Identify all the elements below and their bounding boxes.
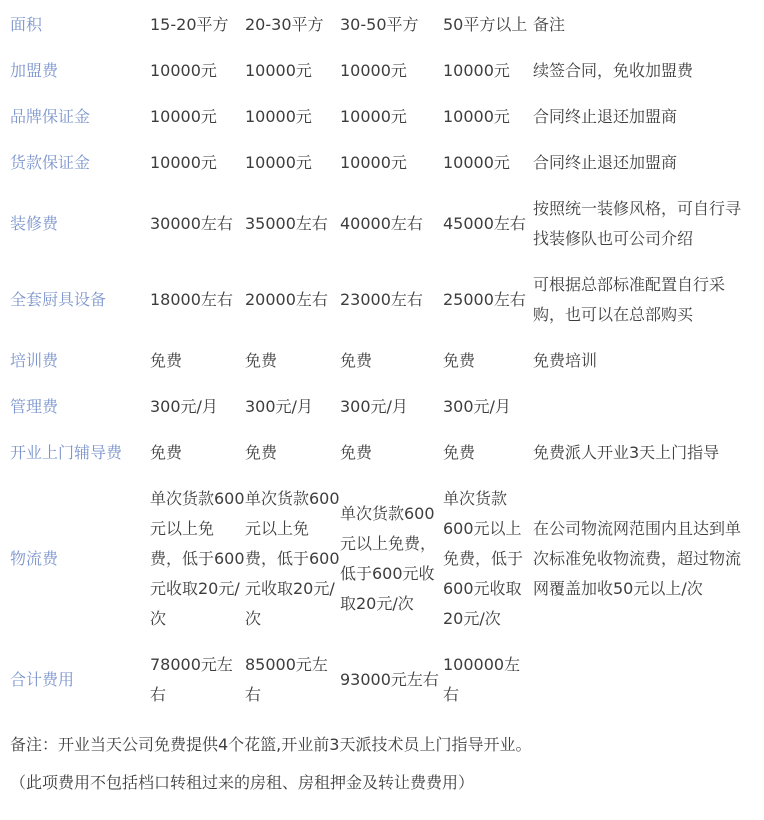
- table-cell-col4: 25000左右: [443, 290, 526, 309]
- table-cell-col1: 10000元: [150, 61, 217, 80]
- table-cell-col2: 35000左右: [245, 214, 328, 233]
- note-cell: [533, 384, 741, 430]
- table-row: [8, 48, 741, 94]
- table-row: [8, 94, 741, 140]
- note-cell: 可根据总部标准配置自行采购，也可以在总部购买: [533, 275, 726, 324]
- row-label: 货款保证金: [10, 153, 91, 172]
- row-label: 合计费用: [10, 670, 75, 689]
- table-cell-col1: 10000元: [150, 153, 217, 172]
- table-cell-col1: 300元/月: [150, 397, 218, 416]
- table-cell-col3: 10000元: [340, 107, 407, 126]
- table-cell-col4: 免费: [443, 351, 476, 370]
- footer-notes: [8, 730, 756, 798]
- table-cell-col1: 30000左右: [150, 214, 233, 233]
- note-cell: 续签合同，免收加盟费: [533, 61, 694, 80]
- header-column-30-50: 30-50平方: [340, 15, 419, 34]
- table-cell-col2: 免费: [245, 351, 278, 370]
- table-cell-col3: 单次货款600元以上免费，低于600元收取20元/次: [340, 504, 437, 613]
- table-cell-col2: 85000元左右: [245, 655, 328, 704]
- table-cell-col2: 单次货款600元以上免费，低于600元收取20元/次: [245, 489, 340, 628]
- footer-note-line2: （此项费用不包括档口转租过来的房租、房租押金及转让费费用）: [10, 773, 475, 792]
- row-label: 物流费: [10, 549, 59, 568]
- note-cell: 免费派人开业3天上门指导: [533, 443, 720, 462]
- table-cell-col4: 单次货款600元以上免费，低于600元收取20元/次: [443, 489, 524, 628]
- note-cell: [533, 642, 741, 718]
- table-cell-col3: 93000元左右: [340, 670, 439, 689]
- table-cell-col1: 免费: [150, 351, 183, 370]
- header-column-notes: 备注: [533, 15, 566, 34]
- table-row: [8, 338, 741, 384]
- table-cell-col3: 300元/月: [340, 397, 408, 416]
- row-label: 开业上门辅导费: [10, 443, 123, 462]
- table-cell-col3: 10000元: [340, 61, 407, 80]
- table-body: [8, 48, 741, 718]
- table-cell-col4: 10000元: [443, 61, 510, 80]
- row-label: 培训费: [10, 351, 59, 370]
- header-area-label: 面积: [10, 15, 43, 34]
- table-cell-col1: 免费: [150, 443, 183, 462]
- note-cell: 按照统一装修风格，可自行寻找装修队也可公司介绍: [533, 199, 742, 248]
- header-column-15-20: 15-20平方: [150, 15, 229, 34]
- table-header-row: [8, 2, 741, 48]
- table-cell-col2: 20000左右: [245, 290, 328, 309]
- table-cell-col3: 10000元: [340, 153, 407, 172]
- header-column-50plus: 50平方以上: [443, 15, 528, 34]
- table-row: [8, 262, 741, 338]
- table-cell-col4: 100000左右: [443, 655, 521, 704]
- franchise-fee-table: [8, 2, 741, 718]
- table-row: [8, 642, 741, 718]
- row-label: 品牌保证金: [10, 107, 91, 126]
- table-cell-col3: 40000左右: [340, 214, 423, 233]
- note-cell: 合同终止退还加盟商: [533, 107, 678, 126]
- table-cell-col4: 10000元: [443, 107, 510, 126]
- row-label: 加盟费: [10, 61, 59, 80]
- table-cell-col4: 免费: [443, 443, 476, 462]
- table-cell-col2: 300元/月: [245, 397, 313, 416]
- header-column-20-30: 20-30平方: [245, 15, 324, 34]
- table-cell-col1: 78000元左右: [150, 655, 233, 704]
- table-row: [8, 384, 741, 430]
- table-row: [8, 186, 741, 262]
- table-cell-col3: 免费: [340, 351, 373, 370]
- table-cell-col2: 免费: [245, 443, 278, 462]
- table-cell-col4: 45000左右: [443, 214, 526, 233]
- row-label: 管理费: [10, 397, 59, 416]
- table-cell-col4: 10000元: [443, 153, 510, 172]
- note-cell: 合同终止退还加盟商: [533, 153, 678, 172]
- table-cell-col2: 10000元: [245, 107, 312, 126]
- footer-note-line1: 备注：开业当天公司免费提供4个花篮,开业前3天派技术员上门指导开业。: [10, 735, 532, 754]
- table-cell-col4: 300元/月: [443, 397, 511, 416]
- table-cell-col1: 18000左右: [150, 290, 233, 309]
- row-label: 全套厨具设备: [10, 290, 107, 309]
- table-cell-col2: 10000元: [245, 153, 312, 172]
- table-cell-col3: 免费: [340, 443, 373, 462]
- table-row: [8, 140, 741, 186]
- table-cell-col3: 23000左右: [340, 290, 423, 309]
- table-cell-col1: 10000元: [150, 107, 217, 126]
- note-cell: 免费培训: [533, 351, 598, 370]
- row-label: 装修费: [10, 214, 59, 233]
- table-row: [8, 430, 741, 476]
- note-cell: 在公司物流网范围内且达到单次标准免收物流费，超过物流网覆盖加收50元以上/次: [533, 519, 742, 598]
- table-cell-col1: 单次货款600元以上免费，低于600元收取20元/次: [150, 489, 245, 628]
- table-cell-col2: 10000元: [245, 61, 312, 80]
- table-row: [8, 476, 741, 642]
